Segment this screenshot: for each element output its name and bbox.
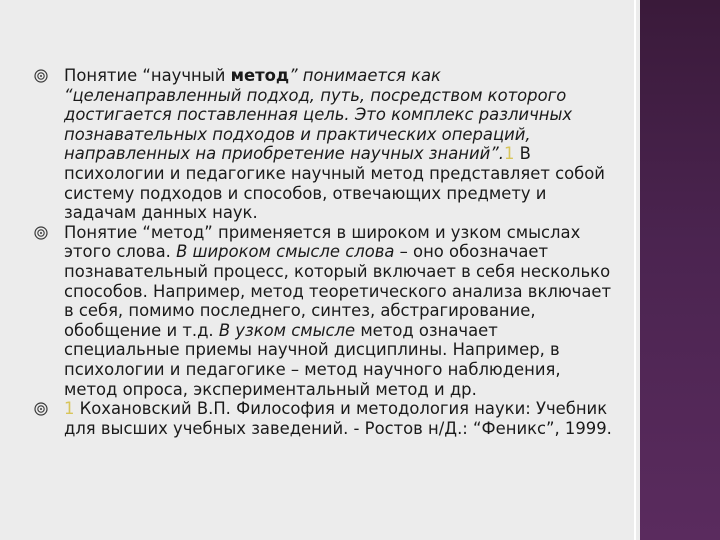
accent-sidebar [640, 0, 720, 540]
footnote-ref[interactable]: 1 [64, 399, 75, 419]
text: метод означает специальные приемы научной дисциплины. Например, в психологии и педагогике – метод научного наблюдения, метод опроса, экспериментальный метод и др. [64, 320, 561, 399]
footnote-ref[interactable]: 1 [504, 144, 515, 164]
paragraph-method-definition [34, 66, 614, 223]
accent-divider [634, 0, 636, 540]
target-bullet-icon [34, 69, 48, 83]
text: – оно обозначает познавательный процесс, который включает в себя несколько способов. Например, метод теоретического анализа включает в себя, помимо последнего, синтез, абстрагирование, обобщение и т.д. [64, 242, 611, 340]
paragraph-footnote [34, 399, 614, 438]
text: В психологии и педагогике научный метод представляет собой систему подходов и способов, отвечающих предмету и задачам данных наук. [64, 144, 605, 223]
text: Понятие “метод” применяется в широком и узком смыслах этого слова. [64, 222, 581, 262]
slide-body [34, 66, 614, 438]
paragraph-method-senses [34, 223, 614, 399]
italic-term-narrow: В узком смысле [218, 320, 356, 340]
footnote-text: Кохановский В.П. Философия и методология науки: Учебник для высших учебных заведений. - Ростов н/Д.: “Феникс”, 1999. [64, 399, 612, 438]
target-bullet-icon [34, 402, 48, 416]
target-bullet-icon [34, 226, 48, 240]
text-bold: метод [230, 66, 290, 85]
text: Понятие “научный [64, 66, 231, 85]
quote-text: ” понимается как “целенаправленный подход, путь, посредством которого достигается поставленная цель. Это комплекс различных познавательных подходов и практических операций, направленных на приобретение научных знаний”. [64, 66, 573, 164]
italic-term-broad: В широком смысле слова [176, 242, 395, 262]
